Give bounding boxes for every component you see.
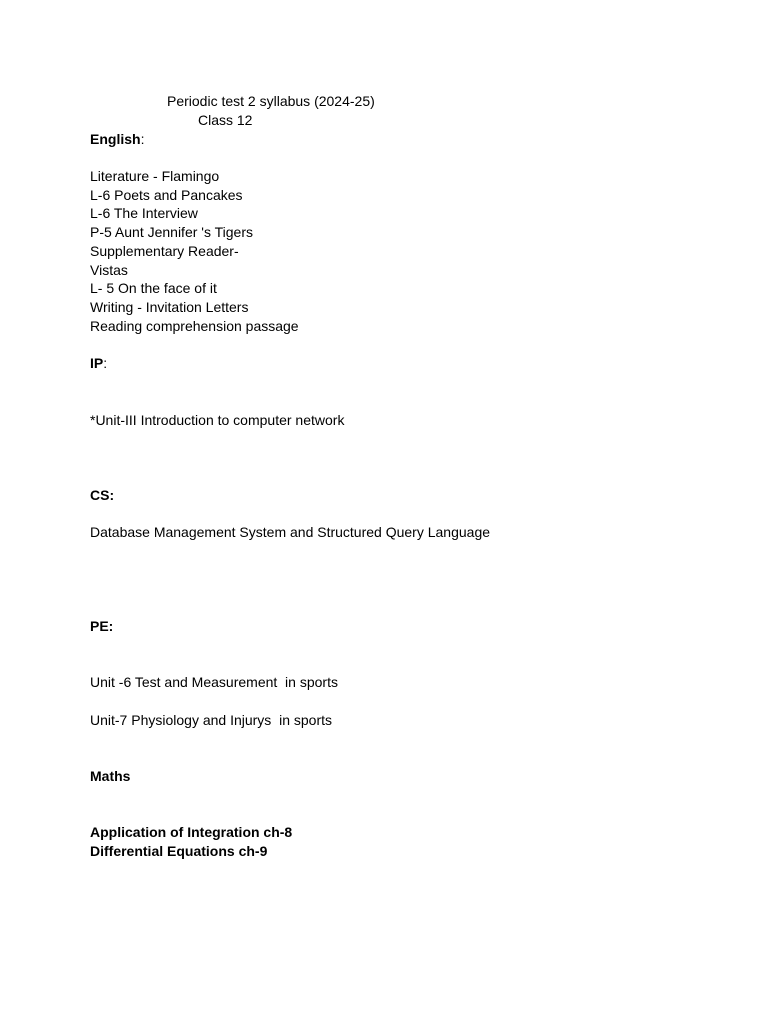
maths-line: Application of Integration ch-8: [90, 824, 293, 840]
ip-heading-colon: :: [103, 355, 108, 371]
maths-heading: Maths: [90, 768, 131, 784]
english-line: Literature - Flamingo: [90, 168, 220, 184]
ip-heading: IP: [90, 355, 104, 371]
english-line: L-6 The Interview: [90, 205, 198, 221]
cs-heading: CS:: [90, 487, 115, 503]
ip-heading-line: [90, 354, 107, 373]
pe-line: Unit-7 Physiology and Injurys in sports: [90, 712, 332, 728]
maths-line: Differential Equations ch-9: [90, 843, 268, 859]
english-heading-colon: :: [140, 131, 145, 147]
pe-heading: PE:: [90, 618, 114, 634]
class-label: Class 12: [198, 112, 253, 128]
english-line: Vistas: [90, 262, 128, 278]
pe-line: Unit -6 Test and Measurement in sports: [90, 674, 338, 690]
ip-line: *Unit-III Introduction to computer network: [90, 412, 345, 428]
document-title: Periodic test 2 syllabus (2024-25): [167, 93, 375, 109]
english-heading-line: [90, 130, 144, 149]
english-line: L- 5 On the face of it: [90, 280, 217, 296]
english-line: Supplementary Reader-: [90, 243, 239, 259]
english-line: Reading comprehension passage: [90, 318, 299, 334]
english-line: L-6 Poets and Pancakes: [90, 187, 243, 203]
english-line: P-5 Aunt Jennifer 's Tigers: [90, 224, 253, 240]
cs-line: Database Management System and Structured Query Language: [90, 524, 491, 540]
english-heading: English: [90, 131, 141, 147]
english-line: Writing - Invitation Letters: [90, 299, 249, 315]
